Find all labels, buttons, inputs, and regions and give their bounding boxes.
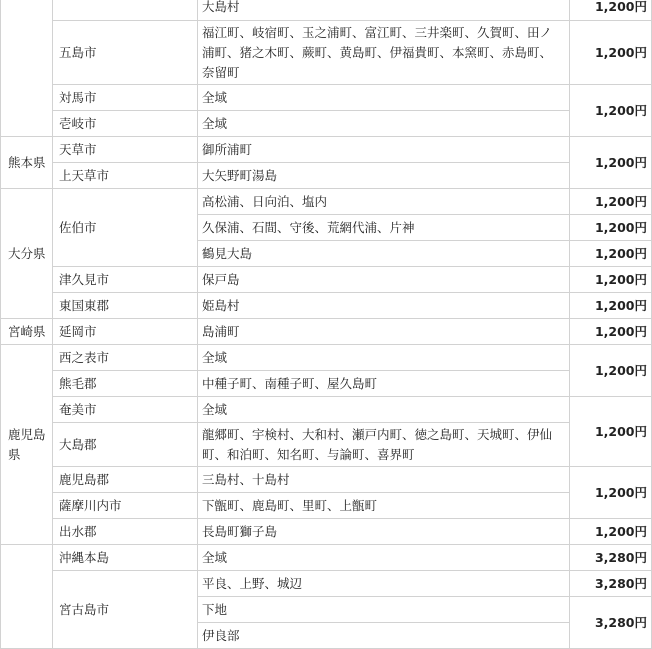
price-cell: 1,200円 xyxy=(570,267,652,293)
price-cell: 1,200円 xyxy=(570,0,652,21)
price-cell: 1,200円 xyxy=(570,215,652,241)
city-cell: 五島市 xyxy=(53,21,198,85)
city-cell xyxy=(53,0,198,21)
area-cell: 平良、上野、城辺 xyxy=(198,571,570,597)
price-cell: 1,200円 xyxy=(570,397,652,467)
city-cell: 上天草市 xyxy=(53,163,198,189)
price-cell: 1,200円 xyxy=(570,137,652,189)
table-row xyxy=(1,163,652,189)
price-cell: 1,200円 xyxy=(570,467,652,519)
area-cell: 龍郷町、宇検村、大和村、瀬戸内町、徳之島町、天城町、伊仙町、和泊町、知名町、与論町、喜界町 xyxy=(198,423,570,467)
table-row xyxy=(1,293,652,319)
area-cell: 伊良部 xyxy=(198,623,570,649)
area-cell: 御所浦町 xyxy=(198,137,570,163)
area-cell: 福江町、岐宿町、玉之浦町、富江町、三井楽町、久賀町、田ノ浦町、猪之木町、蕨町、黄島町、伊福貴町、本窯町、赤島町、奈留町 xyxy=(198,21,570,85)
city-cell: 佐伯市 xyxy=(53,189,198,267)
area-cell: 全域 xyxy=(198,111,570,137)
table-row xyxy=(1,423,652,467)
city-cell: 対馬市 xyxy=(53,85,198,111)
prefecture-cell: 熊本県 xyxy=(1,137,53,189)
table-row xyxy=(1,267,652,293)
table-row xyxy=(1,85,652,111)
area-cell: 保戸島 xyxy=(198,267,570,293)
price-cell: 1,200円 xyxy=(570,345,652,397)
price-cell: 3,280円 xyxy=(570,571,652,597)
table-row xyxy=(1,345,652,371)
table-row xyxy=(1,319,652,345)
price-cell: 3,280円 xyxy=(570,597,652,649)
city-cell: 鹿児島郡 xyxy=(53,467,198,493)
price-cell: 1,200円 xyxy=(570,241,652,267)
area-cell: 全域 xyxy=(198,545,570,571)
city-cell: 津久見市 xyxy=(53,267,198,293)
price-cell: 3,280円 xyxy=(570,545,652,571)
city-cell: 西之表市 xyxy=(53,345,198,371)
table-row xyxy=(1,493,652,519)
area-cell: 大矢野町湯島 xyxy=(198,163,570,189)
prefecture-cell: 大分県 xyxy=(1,189,53,319)
table-row xyxy=(1,397,652,423)
table-row xyxy=(1,137,652,163)
area-cell: 久保浦、石間、守後、荒網代浦、片神 xyxy=(198,215,570,241)
city-cell: 熊毛郡 xyxy=(53,371,198,397)
prefecture-cell-nagasaki xyxy=(1,0,53,137)
city-cell: 天草市 xyxy=(53,137,198,163)
city-cell: 薩摩川内市 xyxy=(53,493,198,519)
city-cell: 沖縄本島 xyxy=(53,545,198,571)
price-cell: 1,200円 xyxy=(570,189,652,215)
area-cell: 全域 xyxy=(198,397,570,423)
area-cell: 姫島村 xyxy=(198,293,570,319)
prefecture-cell: 鹿児島県 xyxy=(1,345,53,545)
area-cell: 鶴見大島 xyxy=(198,241,570,267)
area-cell: 下地 xyxy=(198,597,570,623)
price-cell: 1,200円 xyxy=(570,319,652,345)
table-row xyxy=(1,21,652,85)
area-cell: 高松浦、日向泊、塩内 xyxy=(198,189,570,215)
area-cell: 全域 xyxy=(198,345,570,371)
area-cell: 長島町獅子島 xyxy=(198,519,570,545)
area-cell: 中種子町、南種子町、屋久島町 xyxy=(198,371,570,397)
price-cell: 1,200円 xyxy=(570,21,652,85)
city-cell: 大島郡 xyxy=(53,423,198,467)
table-row xyxy=(1,0,652,21)
city-cell: 宮古島市 xyxy=(53,571,198,649)
price-cell: 1,200円 xyxy=(570,519,652,545)
table-row xyxy=(1,467,652,493)
price-cell: 1,200円 xyxy=(570,85,652,137)
area-cell: 大島村 xyxy=(198,0,570,21)
city-cell: 東国東郡 xyxy=(53,293,198,319)
area-cell: 全域 xyxy=(198,85,570,111)
prefecture-cell: 宮崎県 xyxy=(1,319,53,345)
table-row xyxy=(1,519,652,545)
table-row xyxy=(1,371,652,397)
table-row xyxy=(1,545,652,571)
city-cell: 奄美市 xyxy=(53,397,198,423)
price-cell: 1,200円 xyxy=(570,293,652,319)
city-cell: 出水郡 xyxy=(53,519,198,545)
table-row xyxy=(1,111,652,137)
city-cell: 壱岐市 xyxy=(53,111,198,137)
area-cell: 下甑町、鹿島町、里町、上甑町 xyxy=(198,493,570,519)
table-row xyxy=(1,189,652,215)
table-row xyxy=(1,571,652,597)
area-cell: 島浦町 xyxy=(198,319,570,345)
city-cell: 延岡市 xyxy=(53,319,198,345)
area-cell: 三島村、十島村 xyxy=(198,467,570,493)
prefecture-cell-okinawa xyxy=(1,545,53,649)
